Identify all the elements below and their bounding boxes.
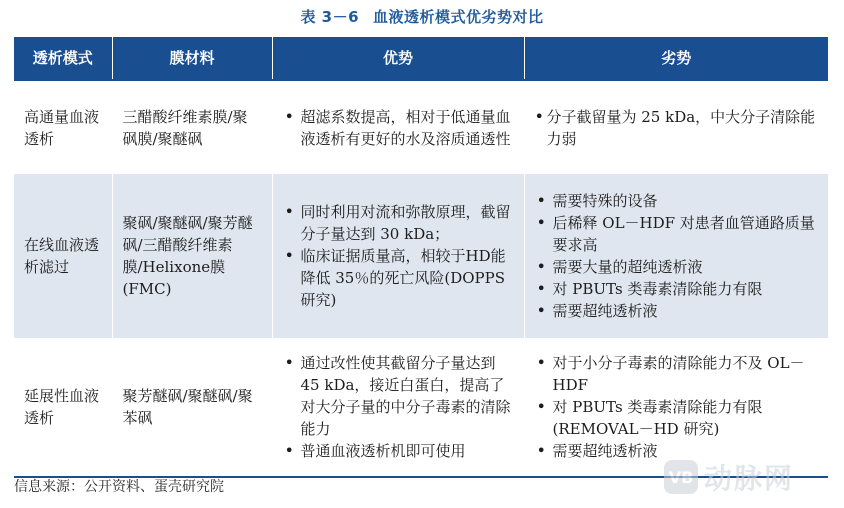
mode-cell: 高通量血液透析 bbox=[14, 80, 112, 174]
table-row bbox=[14, 80, 828, 174]
header-disadvantages: 劣势 bbox=[524, 37, 828, 80]
header-mode: 透析模式 bbox=[14, 37, 112, 80]
disadvantage-item: • 对于小分子毒素的清除能力不及 OL－HDF bbox=[535, 352, 819, 396]
advantage-item: • 同时利用对流和弥散原理，截留分子量达到 30 kDa； bbox=[283, 201, 514, 245]
mode-cell: 延展性血液透析 bbox=[14, 338, 112, 477]
disadvantages-cell bbox=[524, 174, 828, 338]
source-note: 信息来源：公开资料、蛋壳研究院 bbox=[14, 479, 224, 495]
disadvantage-item: • 分子截留量为 25 kDa，中大分子清除能力弱 bbox=[535, 106, 819, 150]
advantages-cell bbox=[272, 174, 524, 338]
table-title-text: 血液透析模式优劣势对比 bbox=[373, 8, 544, 26]
advantages-cell bbox=[272, 80, 524, 174]
disadvantage-item: • 需要特殊的设备 bbox=[535, 190, 819, 212]
disadvantage-item: • 后稀释 OL－HDF 对患者血管通路质量要求高 bbox=[535, 212, 819, 256]
material-cell: 聚砜/聚醚砜/聚芳醚砜/三醋酸纤维素膜/Helixone膜(FMC) bbox=[112, 174, 272, 338]
mode-cell: 在线血液透析滤过 bbox=[14, 174, 112, 338]
advantage-item: • 超滤系数提高，相对于低通量血液透析有更好的水及溶质通透性 bbox=[283, 106, 514, 150]
header-row bbox=[14, 37, 828, 80]
advantage-item: • 临床证据质量高，相较于HD能降低 35％的死亡风险(DOPPS 研究) bbox=[283, 245, 514, 311]
material-cell: 三醋酸纤维素膜/聚砜膜/聚醚砜 bbox=[112, 80, 272, 174]
watermark-logo bbox=[664, 455, 834, 499]
advantages-cell bbox=[272, 338, 524, 477]
disadvantage-item: • 需要大量的超纯透析液 bbox=[535, 256, 819, 278]
disadvantage-item: • 对 PBUTs 类毒素清除能力有限 bbox=[535, 278, 819, 300]
disadvantage-item: • 需要超纯透析液 bbox=[535, 300, 819, 322]
disadvantages-cell bbox=[524, 80, 828, 174]
disadvantage-item: • 需要超纯透析液 bbox=[535, 440, 819, 462]
advantage-item: • 通过改性使其截留分子量达到 45 kDa，接近白蛋白，提高了对大分子量的中分子毒素的清除能力 bbox=[283, 352, 514, 440]
logo-text: 动脉网 bbox=[704, 462, 795, 495]
material-cell: 聚芳醚砜/聚醚砜/聚苯砜 bbox=[112, 338, 272, 477]
header-material: 膜材料 bbox=[112, 37, 272, 80]
table-title bbox=[0, 6, 844, 27]
table-row bbox=[14, 174, 828, 338]
advantage-item: • 普通血液透析机即可使用 bbox=[283, 440, 514, 462]
logo-icon: VB bbox=[664, 460, 698, 494]
comparison-table bbox=[14, 37, 828, 478]
table-number: 表 3－6 bbox=[300, 8, 360, 26]
disadvantage-item: • 对 PBUTs 类毒素清除能力有限(REMOVAL－HD 研究) bbox=[535, 396, 819, 440]
header-advantages: 优势 bbox=[272, 37, 524, 80]
